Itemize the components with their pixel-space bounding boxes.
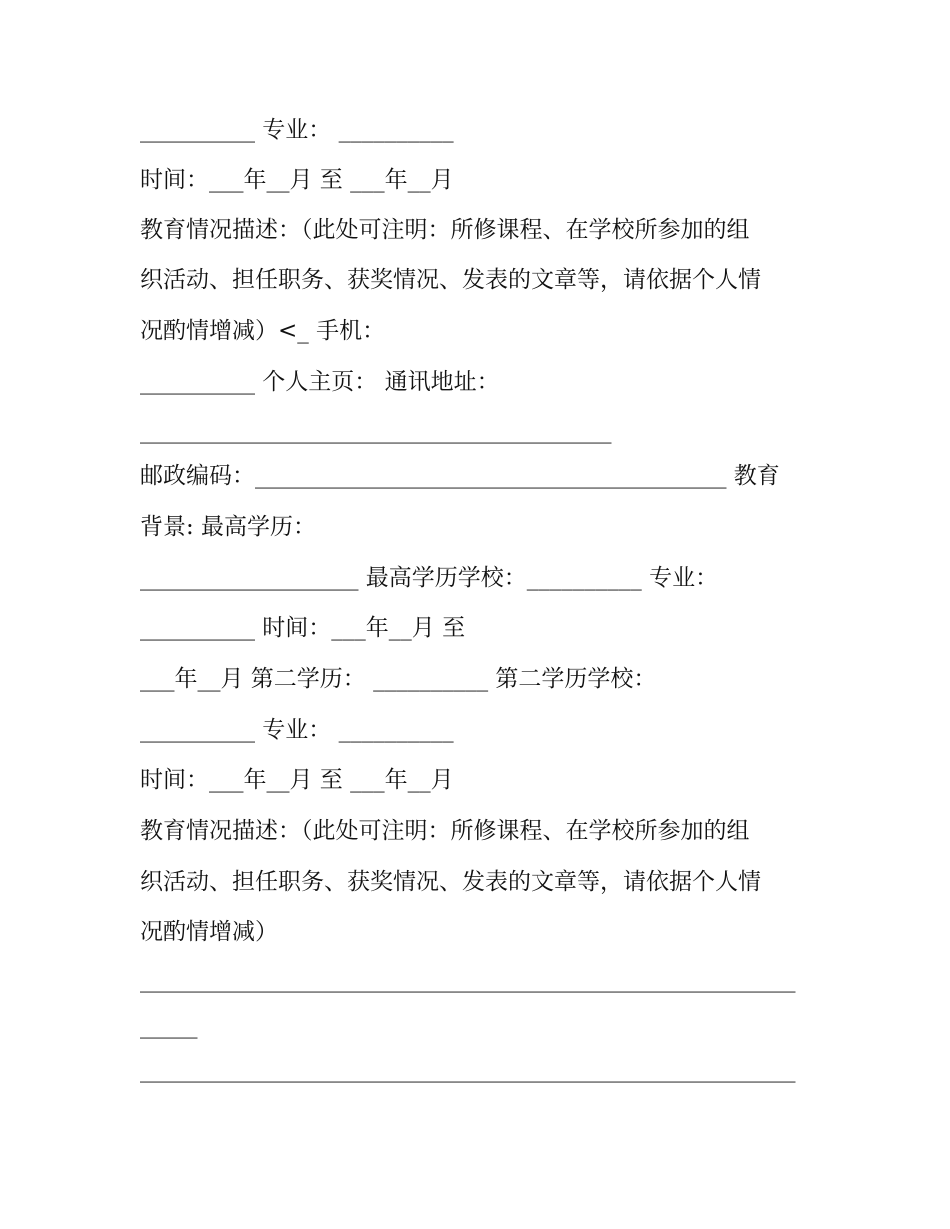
text-line: ___年__月 第二学历： __________ 第二学历学校： bbox=[140, 666, 657, 692]
text-line: ___________________ 最高学历学校：__________ 专业： bbox=[140, 565, 719, 591]
text-line: 况酌情增减）<_ 手机： bbox=[140, 318, 386, 344]
text-line: __________ 专业： __________ bbox=[140, 717, 454, 743]
text-line: 况酌情增减） bbox=[140, 919, 278, 945]
text-line: 时间：___年__月 至 ___年__月 bbox=[140, 167, 454, 193]
text-line: __________ 时间：___年__月 至 bbox=[140, 615, 466, 641]
text-line: 教育情况描述：（此处可注明：所修课程、在学校所参加的组 bbox=[140, 818, 750, 844]
text-line: 时间：___年__月 至 ___年__月 bbox=[140, 767, 454, 793]
text-line: 教育情况描述：（此处可注明：所修课程、在学校所参加的组 bbox=[140, 217, 750, 243]
text-line: _________________________________________ bbox=[140, 418, 612, 444]
text-line: 背景: 最高学历： bbox=[140, 514, 317, 540]
text-line: 织活动、担任职务、获奖情况、发表的文章等，请依据个人情 bbox=[140, 267, 761, 293]
text-line: _________________________________________________________ bbox=[140, 967, 796, 993]
text-line: __________ 专业： __________ bbox=[140, 117, 454, 143]
text-line: 邮政编码：_________________________________________ 教育 bbox=[140, 463, 780, 489]
text-line: __________ 个人主页： 通讯地址： bbox=[140, 369, 500, 395]
text-line: _____ bbox=[140, 1013, 198, 1039]
text-line: 织活动、担任职务、获奖情况、发表的文章等，请依据个人情 bbox=[140, 869, 761, 895]
text-line: _________________________________________________________ bbox=[140, 1057, 796, 1083]
